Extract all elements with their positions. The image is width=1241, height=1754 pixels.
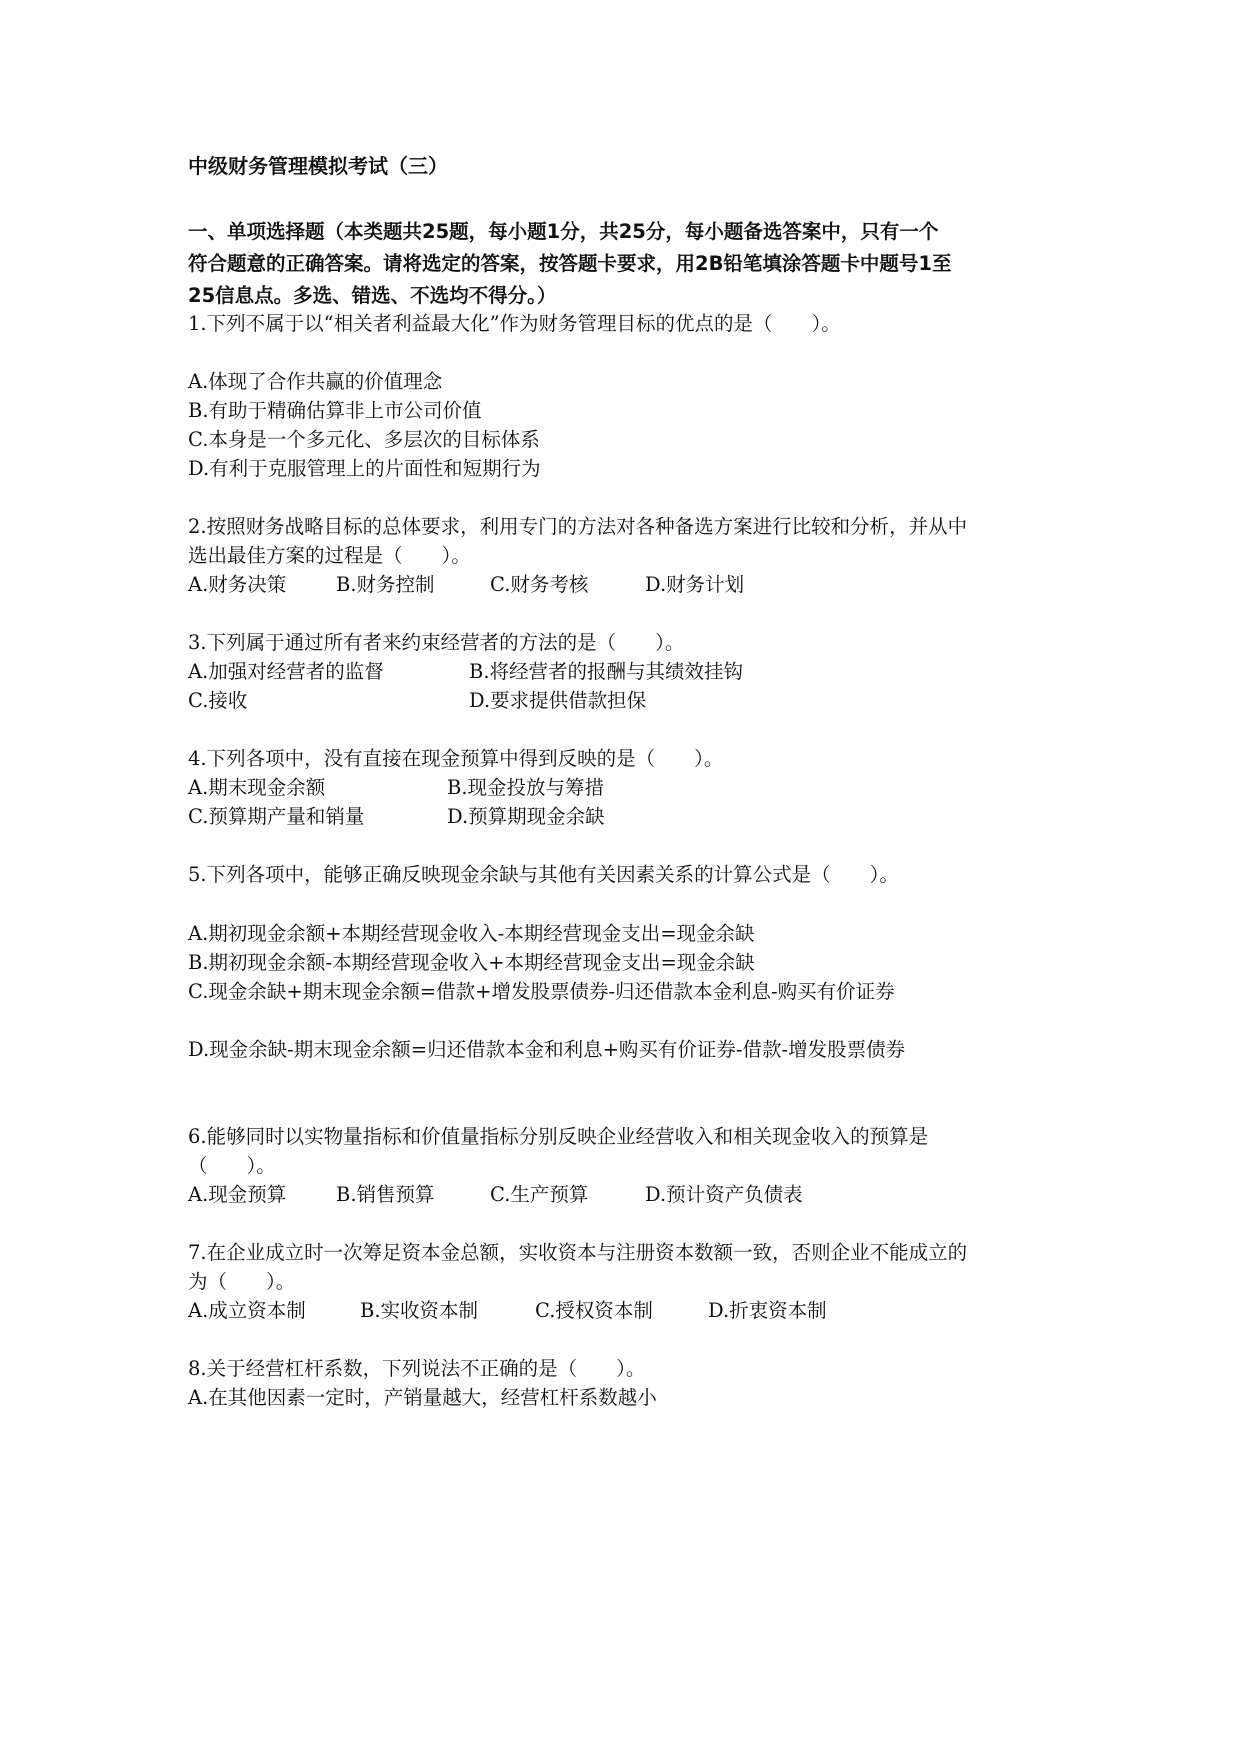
question-3-option-b: B.将经营者的报酬与其绩效挂钩 [469,660,744,683]
question-4-option-c: C.预算期产量和销量 [188,805,365,828]
question-6-option-a: A.现金预算 [188,1183,287,1206]
question-2-option-c: C.财务考核 [490,573,589,596]
question-7-stem: 7.在企业成立时一次筹足资本金总额，实收资本与注册资本数额一致，否则企业不能成立的 [188,1241,968,1264]
section-heading-line: 25信息点。多选、错选、不选均不得分。） [188,284,557,307]
question-7-option-b: B.实收资本制 [360,1299,479,1322]
document-title: 中级财务管理模拟考试（三） [188,154,448,178]
question-7-option-c: C.授权资本制 [535,1299,653,1322]
question-5-option-c: C.现金余缺+期末现金余额=借款+增发股票债券-归还借款本金利息-购买有价证券 [188,980,895,1003]
question-2-stem-cont: 选出最佳方案的过程是（ ）。 [188,544,471,567]
question-8-option-a: A.在其他因素一定时，产销量越大，经营杠杆系数越小 [188,1386,657,1409]
question-5-option-a: A.期初现金余额+本期经营现金收入-本期经营现金支出=现金余缺 [188,922,755,945]
question-2-option-b: B.财务控制 [336,573,435,596]
question-1-option-c: C.本身是一个多元化、多层次的目标体系 [188,428,540,451]
question-3-stem: 3.下列属于通过所有者来约束经营者的方法的是（ ）。 [188,631,685,654]
question-5-option-d: D.现金余缺-期末现金余额=归还借款本金和利息+购买有价证券-借款-增发股票债券 [188,1038,906,1061]
question-1-stem: 1.下列不属于以“相关者利益最大化”作为财务管理目标的优点的是（ ）。 [188,312,841,335]
question-4-stem: 4.下列各项中，没有直接在现金预算中得到反映的是（ ）。 [188,747,724,770]
question-4-option-b: B.现金投放与筹措 [447,776,605,799]
question-7-stem-cont: 为（ ）。 [188,1270,296,1293]
question-7-option-d: D.折衷资本制 [708,1299,827,1322]
question-6-stem-cont: （ ）。 [188,1154,276,1177]
question-2-stem: 2.按照财务战略目标的总体要求，利用专门的方法对各种备选方案进行比较和分析，并从中 [188,515,968,538]
question-3-option-a: A.加强对经营者的监督 [188,660,384,683]
question-6-option-c: C.生产预算 [490,1183,589,1206]
question-2-option-d: D.财务计划 [645,573,745,596]
question-6-option-b: B.销售预算 [336,1183,435,1206]
question-8-stem: 8.关于经营杠杆系数，下列说法不正确的是（ ）。 [188,1357,646,1380]
question-5-option-b: B.期初现金余额-本期经营现金收入+本期经营现金支出=现金余缺 [188,951,755,974]
question-5-stem: 5.下列各项中，能够正确反映现金余缺与其他有关因素关系的计算公式是（ ）。 [188,863,899,886]
question-1-option-a: A.体现了合作共赢的价值理念 [188,370,443,393]
question-3-option-d: D.要求提供借款担保 [469,689,647,712]
question-6-stem: 6.能够同时以实物量指标和价值量指标分别反映企业经营收入和相关现金收入的预算是 [188,1125,929,1148]
question-1-option-d: D.有利于克服管理上的片面性和短期行为 [188,457,541,480]
question-6-option-d: D.预计资产负债表 [645,1183,803,1206]
section-heading-line: 符合题意的正确答案。请将选定的答案，按答题卡要求，用2B铅笔填涂答题卡中题号1至 [188,252,952,275]
question-4-option-d: D.预算期现金余缺 [447,805,605,828]
question-4-option-a: A.期末现金余额 [188,776,326,799]
question-2-option-a: A.财务决策 [188,573,287,596]
question-1-option-b: B.有助于精确估算非上市公司价值 [188,399,482,422]
question-7-option-a: A.成立资本制 [188,1299,306,1322]
section-heading-line: 一、单项选择题（本类题共25题，每小题1分，共25分，每小题备选答案中，只有一个 [188,220,939,243]
section-heading [188,216,1068,312]
question-3-option-c: C.接收 [188,689,248,712]
